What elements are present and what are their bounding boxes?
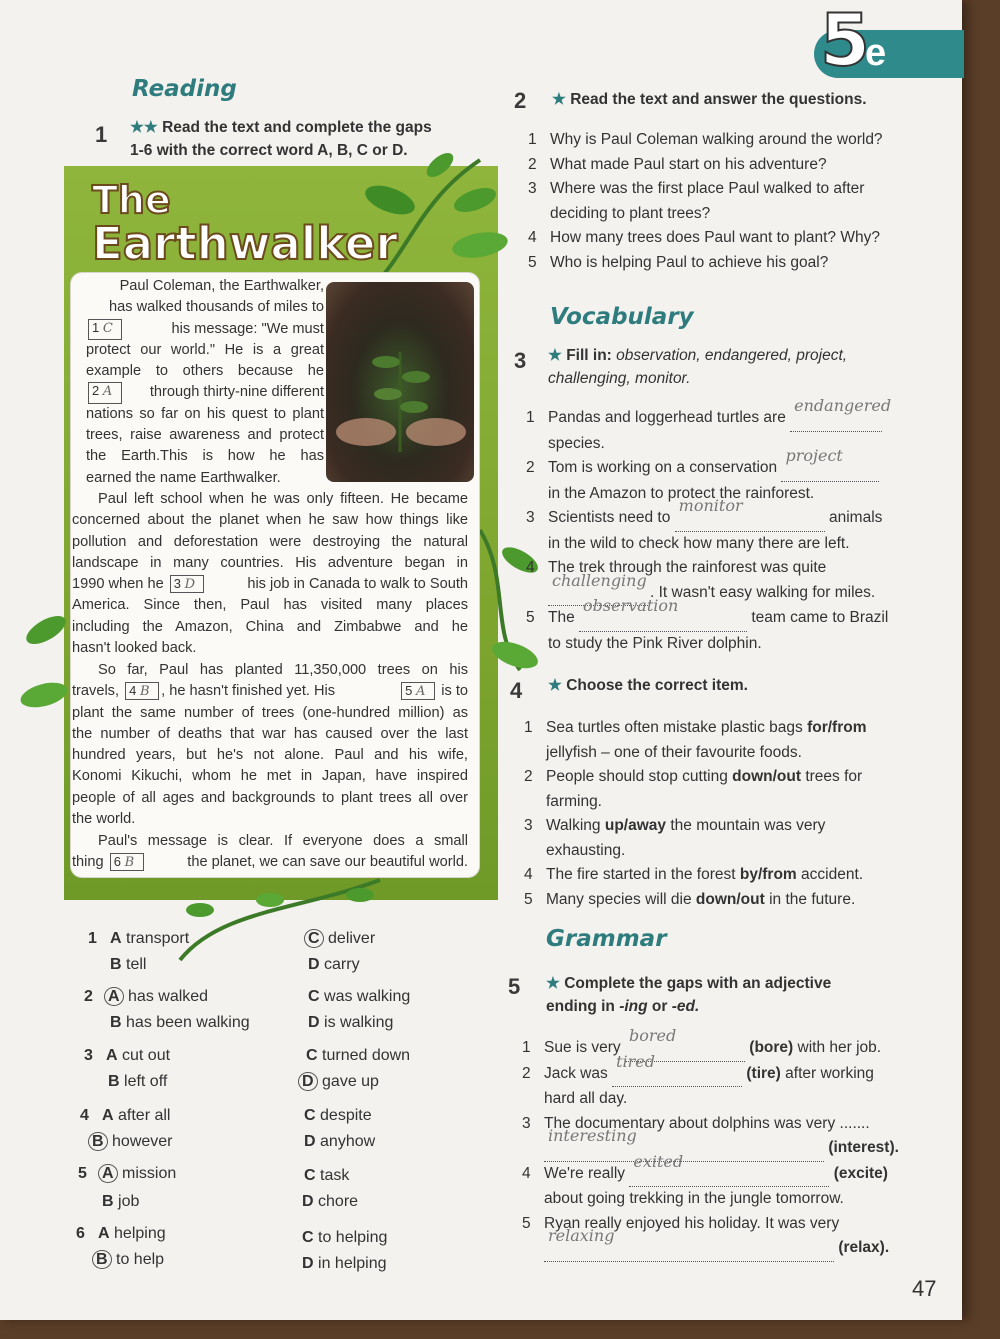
ex4-instructions: ★ Choose the correct item. bbox=[548, 677, 748, 694]
option-6a[interactable]: A helping bbox=[98, 1225, 166, 1242]
p2-line: Paul left school when he was only fifteen. He became bbox=[98, 491, 468, 507]
question-item: 2 What made Paul start on his adventure? bbox=[528, 155, 827, 173]
grammar-field-4[interactable]: exited bbox=[629, 1162, 829, 1188]
grammar-item-4: 4 We're really exited (excite) bbox=[522, 1162, 916, 1188]
p2-line: hasn't looked back. bbox=[72, 640, 197, 657]
gap-2[interactable]: 2 A bbox=[88, 382, 122, 403]
p4-line: Paul's message is clear. If everyone does a small bbox=[98, 833, 468, 849]
gap-6[interactable]: 6 B bbox=[110, 853, 144, 871]
answer-field-3[interactable]: monitor bbox=[675, 506, 825, 532]
p2-line: including the Amazon, China and Zimbabwe and he bbox=[72, 618, 468, 635]
vocab-item-5: 5 The observation team came to Brazil bbox=[526, 606, 906, 632]
unit-number: 5 bbox=[820, 0, 871, 82]
article-title bbox=[92, 178, 398, 270]
ex4-items bbox=[524, 716, 914, 912]
star-icon: ★ bbox=[548, 347, 562, 364]
vocab-item-cont: challenging . It wasn't easy walking for miles. bbox=[526, 581, 906, 607]
option-number: 6 bbox=[76, 1225, 85, 1242]
option-6d[interactable]: D in helping bbox=[302, 1255, 387, 1272]
p1-line: nations so far on his quest to plant bbox=[86, 405, 324, 422]
gap-1[interactable]: 1 C bbox=[88, 319, 122, 340]
vine-bottom-icon bbox=[160, 870, 400, 970]
gap-3[interactable]: 3 D bbox=[170, 575, 204, 593]
grammar-field-5[interactable]: relaxing bbox=[544, 1236, 834, 1262]
option-4a[interactable]: A after all bbox=[102, 1107, 171, 1124]
choice-item-cont: jellyfish – one of their favourite foods. bbox=[546, 743, 802, 761]
ex1-instr-line2: 1-6 with the correct word A, B, C or D. bbox=[130, 142, 408, 159]
ex5-number: 5 bbox=[508, 974, 521, 999]
option-5d[interactable]: D chore bbox=[302, 1193, 359, 1210]
option-number: 2 bbox=[84, 988, 93, 1005]
ex2-questions bbox=[528, 128, 908, 275]
question-item: 3 Where was the first place Paul walked to after bbox=[528, 180, 865, 197]
p3-line: people of all ages and backgrounds to plant trees all over bbox=[72, 789, 468, 806]
p1-line: 2 A through thirty-nine different bbox=[86, 382, 324, 403]
p2-line: landscape in many countries. His adventure began in bbox=[72, 554, 468, 571]
answer-field-2[interactable]: project bbox=[781, 456, 879, 482]
vocab-item-3: 3 Scientists need to monitor animals bbox=[526, 506, 906, 532]
star-icon: ★ bbox=[546, 975, 560, 992]
p1-line: earned the name Earthwalker. bbox=[86, 469, 281, 486]
grammar-item-cont: about going trekking in the jungle tomorrow. bbox=[544, 1190, 844, 1207]
p1-line: the Earth.This is how he has bbox=[86, 448, 324, 465]
ex4-number: 4 bbox=[510, 678, 523, 703]
grammar-item-cont: relaxing (relax). bbox=[522, 1236, 916, 1262]
grammar-title: Grammar bbox=[546, 926, 667, 952]
p1-line: protect our world." He is a great bbox=[86, 341, 324, 358]
vocabulary-title: Vocabulary bbox=[550, 304, 694, 330]
vocab-item-cont: to study the Pink River dolphin. bbox=[548, 634, 762, 652]
p2-line: concerned about the planet when he saw how things like bbox=[72, 512, 468, 529]
question-item: 5 Who is helping Paul to achieve his goal? bbox=[528, 253, 829, 271]
option-2d[interactable]: D is walking bbox=[308, 1014, 394, 1031]
vocab-item-cont: species. bbox=[548, 434, 605, 452]
grammar-item-cont: hard all day. bbox=[544, 1090, 628, 1107]
option-6b[interactable]: B to help bbox=[92, 1251, 164, 1269]
option-3c[interactable]: C turned down bbox=[306, 1047, 411, 1064]
star-icon: ★★ bbox=[130, 119, 158, 136]
article-paragraph-3 bbox=[72, 660, 468, 830]
ex3-items bbox=[526, 396, 906, 656]
grammar-field-3[interactable]: interesting bbox=[544, 1136, 824, 1162]
option-2c[interactable]: C was walking bbox=[308, 988, 411, 1005]
option-1d[interactable]: D carry bbox=[308, 956, 360, 973]
p2-line: 1990 when he 3 D his job in Canada to walk to South bbox=[72, 576, 468, 593]
option-1b[interactable]: B tell bbox=[110, 956, 147, 973]
article-paragraph-1 bbox=[86, 276, 324, 489]
p3-line: So far, Paul has planted 11,350,000 trees on his bbox=[98, 662, 468, 678]
question-item-cont: deciding to plant trees? bbox=[550, 204, 711, 222]
gap-4[interactable]: 4 B bbox=[125, 682, 159, 700]
seedling-icon bbox=[326, 282, 474, 482]
choice-down-out-2[interactable]: down/out bbox=[695, 890, 765, 908]
p2-line: pollution and deforestation were destroying the natural bbox=[72, 533, 468, 550]
star-icon: ★ bbox=[548, 677, 562, 694]
option-3d[interactable]: D gave up bbox=[298, 1073, 379, 1091]
p3-line: travels, 4 B , he hasn't finished yet. His 5 A is to bbox=[72, 683, 468, 700]
grammar-item-1: 1 Sue is very bored (bore) with her job. bbox=[522, 1036, 916, 1062]
grammar-field-1[interactable]: bored bbox=[625, 1036, 745, 1062]
vocab-item-cont: in the Amazon to protect the rainforest. bbox=[548, 484, 815, 502]
option-number: 5 bbox=[78, 1165, 87, 1182]
ex2-number: 2 bbox=[514, 88, 527, 113]
p3-line: hundred years, but he's not alone. Paul and his wife, bbox=[72, 747, 468, 764]
p3-line: the world. bbox=[72, 811, 136, 828]
ex1-number: 1 bbox=[95, 122, 108, 147]
vocab-item-2: 2 Tom is working on a conservation project bbox=[526, 456, 906, 482]
choice-item-cont: exhausting. bbox=[546, 841, 626, 859]
choice-up-away[interactable]: up/away bbox=[604, 817, 667, 834]
option-4b[interactable]: B however bbox=[88, 1133, 173, 1151]
feet-planting-tree-photo bbox=[326, 282, 474, 482]
p1-line: has walked thousands of miles to bbox=[109, 299, 324, 316]
grammar-item-3: 3 The documentary about dolphins was very ....... bbox=[522, 1114, 870, 1132]
p3-line: the number of deaths that war has caused over the last bbox=[72, 725, 468, 742]
option-number: 1 bbox=[88, 930, 97, 947]
vocab-item-cont: in the wild to check how many there are left. bbox=[548, 534, 850, 552]
option-4c[interactable]: C despite bbox=[304, 1107, 372, 1124]
p2-line: America. Since then, Paul has visited many places bbox=[72, 597, 468, 614]
choice-for-from[interactable]: for/from bbox=[807, 719, 867, 736]
answer-field-1[interactable]: endangered bbox=[790, 406, 882, 432]
unit-letter: e bbox=[865, 32, 887, 74]
option-5a[interactable]: A mission bbox=[98, 1165, 176, 1183]
answer-field-4[interactable]: challenging bbox=[548, 581, 650, 607]
option-2a[interactable]: A has walked bbox=[104, 988, 208, 1006]
option-4d[interactable]: D anyhow bbox=[304, 1133, 376, 1150]
vocab-item-4: 4 The trek through the rainforest was quite bbox=[526, 559, 827, 576]
ex2-instructions bbox=[552, 88, 867, 111]
option-2b[interactable]: B has been walking bbox=[110, 1014, 250, 1031]
ex1-instr-line1: Read the text and complete the gaps bbox=[162, 119, 432, 136]
choice-item-1: 1 Sea turtles often mistake plastic bags for/from bbox=[524, 719, 867, 736]
p3-line: Konomi Kikuchi, whom he met in Japan, have inspired bbox=[72, 768, 468, 785]
choice-by-from[interactable]: by/from bbox=[739, 866, 797, 883]
choice-item-5: 5 Many species will die down/out in the future. bbox=[524, 890, 856, 908]
p1-line: trees, raise awareness and protect bbox=[86, 427, 324, 444]
option-3b[interactable]: B left off bbox=[108, 1073, 168, 1090]
p1-line: example to others because he bbox=[86, 363, 324, 380]
option-6c[interactable]: C to helping bbox=[302, 1229, 388, 1246]
star-icon: ★ bbox=[552, 91, 566, 108]
ex5-items bbox=[522, 1026, 916, 1262]
page-number: 47 bbox=[912, 1276, 937, 1301]
option-3a[interactable]: A cut out bbox=[106, 1047, 171, 1064]
question-item: 1 Why is Paul Coleman walking around the world? bbox=[528, 131, 883, 148]
ex2-instr-text: Read the text and answer the questions. bbox=[570, 91, 867, 108]
option-5b[interactable]: B job bbox=[102, 1193, 140, 1210]
grammar-item-2: 2 Jack was tired (tire) after working bbox=[522, 1062, 916, 1088]
ex5-instructions: ★ Complete the gaps with an adjective ending in -ing or -ed. bbox=[546, 975, 832, 1015]
question-item: 4 How many trees does Paul want to plant? Why? bbox=[528, 229, 880, 246]
option-5c[interactable]: C task bbox=[304, 1167, 350, 1184]
option-number: 3 bbox=[84, 1047, 93, 1064]
gap-5[interactable]: 5 A bbox=[401, 682, 435, 700]
choice-item-2: 2 People should stop cutting down/out trees for bbox=[524, 768, 863, 785]
answer-field-5[interactable]: observation bbox=[579, 606, 747, 632]
grammar-item-5: 5 Ryan really enjoyed his holiday. It was very bbox=[522, 1214, 840, 1232]
ex3-instructions: ★ Fill in: observation, endangered, project, challenging, monitor. bbox=[548, 347, 848, 387]
choice-item-4: 4 The fire started in the forest by/from accident. bbox=[524, 866, 864, 883]
choice-item-3: 3 Walking up/away the mountain was very bbox=[524, 817, 826, 834]
vocab-item-1: 1 Pandas and loggerhead turtles are endangered bbox=[526, 406, 906, 432]
grammar-item-cont: interesting (interest). bbox=[522, 1136, 916, 1162]
option-1c[interactable]: C deliver bbox=[304, 930, 375, 948]
article-paragraph-2 bbox=[72, 489, 468, 659]
p4-line: thing 6 B the planet, we can save our beautiful world. bbox=[72, 854, 468, 871]
choice-down-out[interactable]: down/out bbox=[732, 768, 802, 785]
p3-line: plant the same number of trees (one-hundred million) as bbox=[72, 704, 468, 721]
choice-item-cont: farming. bbox=[546, 792, 602, 810]
option-1a[interactable]: A transport bbox=[110, 930, 190, 947]
reading-title: Reading bbox=[132, 76, 237, 102]
grammar-field-2[interactable]: tired bbox=[612, 1062, 742, 1088]
p1-line: Paul Coleman, the Earthwalker, bbox=[119, 278, 324, 294]
article-title-line1: The bbox=[92, 178, 171, 222]
option-number: 4 bbox=[80, 1107, 89, 1124]
article-title-line2: Earthwalker bbox=[92, 217, 398, 270]
p1-line: 1 C his message: "We must bbox=[86, 319, 324, 340]
ex3-number: 3 bbox=[514, 348, 527, 373]
article-paragraph-4 bbox=[72, 831, 468, 874]
